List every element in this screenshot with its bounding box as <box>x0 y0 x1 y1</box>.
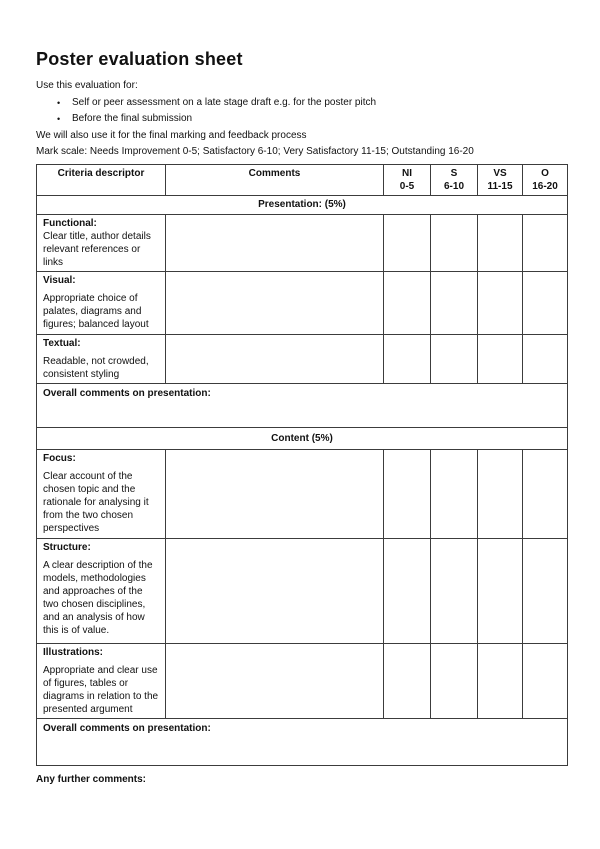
mark-cell-ni[interactable] <box>384 214 431 271</box>
overall-comments-label: Overall comments on presentation: <box>43 722 211 734</box>
mark-cell-s[interactable] <box>431 214 478 271</box>
bullet-icon: • <box>57 114 61 124</box>
overall-comments-row <box>37 383 568 427</box>
bullet-text: Before the final submission <box>72 113 193 124</box>
note-text: We will also use it for the final marking and feedback process <box>36 129 307 141</box>
mark-cell-s[interactable] <box>431 271 478 334</box>
criteria-desc: Clear title, author details relevant references or links <box>43 230 151 268</box>
mark-scale-text: Mark scale: Needs Improvement 0-5; Satisfactory 6-10; Very Satisfactory 11-15; Outstanding 16-20 <box>36 146 474 157</box>
criteria-desc: Appropriate choice of palates, diagrams and figures; balanced layout <box>43 292 149 330</box>
mark-cell-ni[interactable] <box>384 538 431 643</box>
criteria-row-focus <box>37 449 568 538</box>
col-header-ni-abbr: NI <box>402 167 412 179</box>
criteria-cell-structure <box>37 538 166 643</box>
criteria-cell-focus <box>37 449 166 538</box>
col-header-comments: Comments <box>166 164 384 195</box>
criteria-title: Focus: <box>43 452 76 464</box>
criteria-row-textual <box>37 334 568 383</box>
mark-cell-ni[interactable] <box>384 271 431 334</box>
bullet-item <box>36 95 567 112</box>
criteria-cell-visual <box>37 271 166 334</box>
section-row-content <box>37 427 568 449</box>
col-header-o-abbr: O <box>541 167 549 179</box>
page-title: Poster evaluation sheet <box>36 49 243 69</box>
mark-cell-vs[interactable] <box>478 643 523 718</box>
mark-cell-s[interactable] <box>431 334 478 383</box>
table-header-row <box>37 164 568 195</box>
criteria-row-visual <box>37 271 568 334</box>
criteria-title: Visual: <box>43 274 76 286</box>
comments-cell[interactable] <box>166 334 384 383</box>
col-header-s <box>431 164 478 195</box>
col-header-s-abbr: S <box>450 167 458 179</box>
mark-cell-o[interactable] <box>523 538 568 643</box>
col-header-ni <box>384 164 431 195</box>
mark-cell-vs[interactable] <box>478 449 523 538</box>
mark-cell-o[interactable] <box>523 449 568 538</box>
col-header-ni-range: 0-5 <box>399 180 415 192</box>
criteria-desc: Readable, not crowded, consistent styling <box>43 355 149 380</box>
col-header-s-range: 6-10 <box>443 180 464 192</box>
mark-cell-o[interactable] <box>523 271 568 334</box>
mark-cell-vs[interactable] <box>478 538 523 643</box>
criteria-row-structure <box>37 538 568 643</box>
col-header-criteria: Criteria descriptor <box>37 164 166 195</box>
mark-cell-vs[interactable] <box>478 334 523 383</box>
overall-comments-label: Overall comments on presentation: <box>43 387 211 399</box>
criteria-row-functional <box>37 214 568 271</box>
bullet-item <box>36 111 567 128</box>
col-header-vs-range: 11-15 <box>487 180 513 192</box>
overall-comments-row <box>37 718 568 765</box>
comments-cell[interactable] <box>166 214 384 271</box>
criteria-title: Structure: <box>43 541 91 553</box>
criteria-cell-functional <box>37 214 166 271</box>
criteria-desc: Clear account of the chosen topic and the rationale for analysing it from the two chosen perspectives <box>43 470 149 534</box>
mark-cell-s[interactable] <box>431 643 478 718</box>
comments-cell[interactable] <box>166 643 384 718</box>
bullet-text: Self or peer assessment on a late stage draft e.g. for the poster pitch <box>72 96 377 108</box>
criteria-row-illustrations <box>37 643 568 718</box>
comments-cell[interactable] <box>166 271 384 334</box>
mark-cell-o[interactable] <box>523 643 568 718</box>
col-header-vs-abbr: VS <box>493 167 507 179</box>
criteria-desc: Appropriate and clear use of figures, tables or diagrams in relation to the presented argument <box>43 664 159 715</box>
criteria-cell-illustrations <box>37 643 166 718</box>
mark-cell-ni[interactable] <box>384 643 431 718</box>
overall-comments-cell[interactable] <box>37 718 568 765</box>
further-comments-label: Any further comments: <box>36 773 147 785</box>
comments-cell[interactable] <box>166 538 384 643</box>
mark-cell-vs[interactable] <box>478 271 523 334</box>
mark-cell-o[interactable] <box>523 334 568 383</box>
criteria-title: Textual: <box>43 337 81 349</box>
col-header-o-range: 16-20 <box>532 180 558 192</box>
bullet-icon: • <box>57 97 61 108</box>
section-header-presentation: Presentation: (5%) <box>37 195 568 214</box>
evaluation-table <box>36 164 568 766</box>
mark-cell-s[interactable] <box>431 538 478 643</box>
section-header-content: Content (5%) <box>37 427 568 449</box>
criteria-desc: A clear description of the models, methodologies and approaches of the two chosen disciplines, and an analysis of how this is of value. <box>43 559 153 636</box>
intro-text: Use this evaluation for: <box>36 80 138 91</box>
col-header-o <box>523 164 568 195</box>
criteria-cell-textual <box>37 334 166 383</box>
criteria-title: Functional: <box>43 217 97 229</box>
mark-cell-s[interactable] <box>431 449 478 538</box>
section-row-presentation <box>37 195 568 214</box>
mark-cell-ni[interactable] <box>384 449 431 538</box>
col-header-vs <box>478 164 523 195</box>
mark-cell-vs[interactable] <box>478 214 523 271</box>
mark-cell-ni[interactable] <box>384 334 431 383</box>
criteria-title: Illustrations: <box>43 646 104 658</box>
mark-cell-o[interactable] <box>523 214 568 271</box>
overall-comments-cell[interactable] <box>37 383 568 427</box>
comments-cell[interactable] <box>166 449 384 538</box>
